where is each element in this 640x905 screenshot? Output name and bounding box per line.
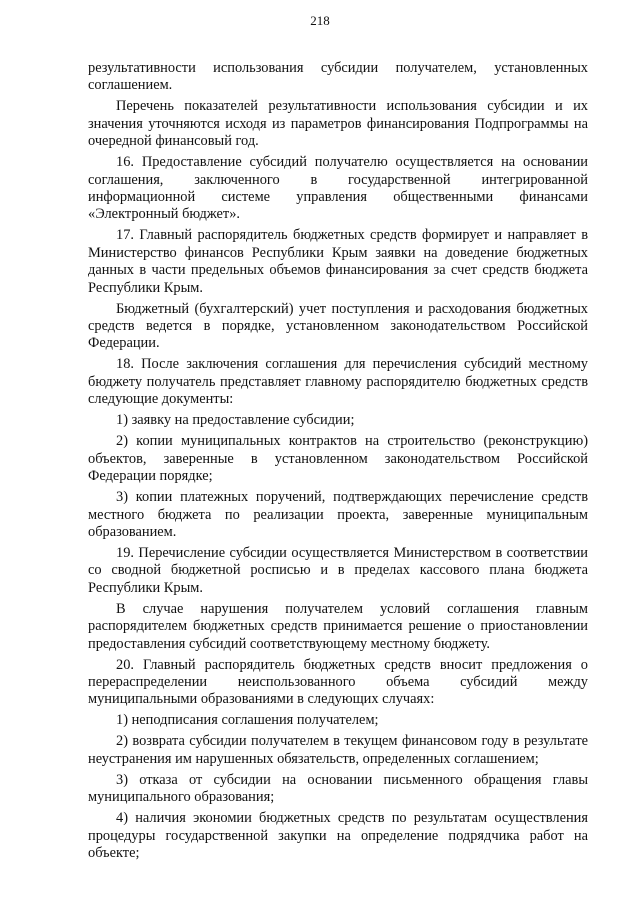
paragraph-item-17: 17. Главный распорядитель бюджетных средств формирует и направляет в Министерство финансов Республики Крым заявки на доведение бюджетных данных в части предельных объемов финансирования за счет средств бюджета Республики Крым. xyxy=(88,227,588,296)
document-body xyxy=(88,60,588,866)
paragraph-item-18: 18. После заключения соглашения для перечисления субсидий местному бюджету получатель представляет главному распорядителю бюджетных средств следующие документы: xyxy=(88,356,588,408)
paragraph-item-16: 16. Предоставление субсидий получателю осуществляется на основании соглашения, заключенного в государственной интегрированной информационной системе управления общественными финансами «Электронный бюджет». xyxy=(88,154,588,223)
paragraph-accounting: Бюджетный (бухгалтерский) учет поступления и расходования бюджетных средств ведется в порядке, установленном законодательством Российской Федерации. xyxy=(88,300,588,352)
list-item-20-1: 1) неподписания соглашения получателем; xyxy=(116,712,379,729)
list-item-18-1: 1) заявку на предоставление субсидии; xyxy=(116,412,355,429)
paragraph-indicators: Перечень показателей результативности использования субсидии и их значения уточняются исходя из параметров финансирования Подпрограммы на очередной финансовый год. xyxy=(88,98,588,150)
paragraph-item-20: 20. Главный распорядитель бюджетных средств вносит предложения о перераспределении неиспользованного объема субсидий между муниципальными образованиями в следующих случаях: xyxy=(88,656,588,708)
page-number: 218 xyxy=(310,13,330,28)
paragraph-violation: В случае нарушения получателем условий соглашения главным распорядителем бюджетных средств принимается решение о приостановлении предоставления субсидий соответствующему местному бюджету. xyxy=(88,600,588,652)
list-item-20-3: 3) отказа от субсидии на основании письменного обращения главы муниципального образования; xyxy=(88,771,588,806)
list-item-18-2: 2) копии муниципальных контрактов на строительство (реконструкцию) объектов, заверенные в установленном законодательством Российской Федерации порядке; xyxy=(88,433,588,485)
list-item-20-2: 2) возврата субсидии получателем в текущем финансовом году в результате неустранения им нарушенных обязательств, определенных соглашением; xyxy=(88,733,588,767)
paragraph-item-19: 19. Перечисление субсидии осуществляется Министерством в соответствии со сводной бюджетной росписью и в пределах кассового плана бюджета Республики Крым. xyxy=(88,544,588,596)
paragraph-continuation: результативности использования субсидии получателем, установленных соглашением. xyxy=(88,60,588,94)
list-item-18-3: 3) копии платежных поручений, подтверждающих перечисление средств местного бюджета по реализации проекта, заверенные муниципальным образованием. xyxy=(88,489,588,540)
list-item-20-4: 4) наличия экономии бюджетных средств по результатам осуществления процедуры государственной закупки на определение подрядчика работ на объекте; xyxy=(88,810,588,861)
